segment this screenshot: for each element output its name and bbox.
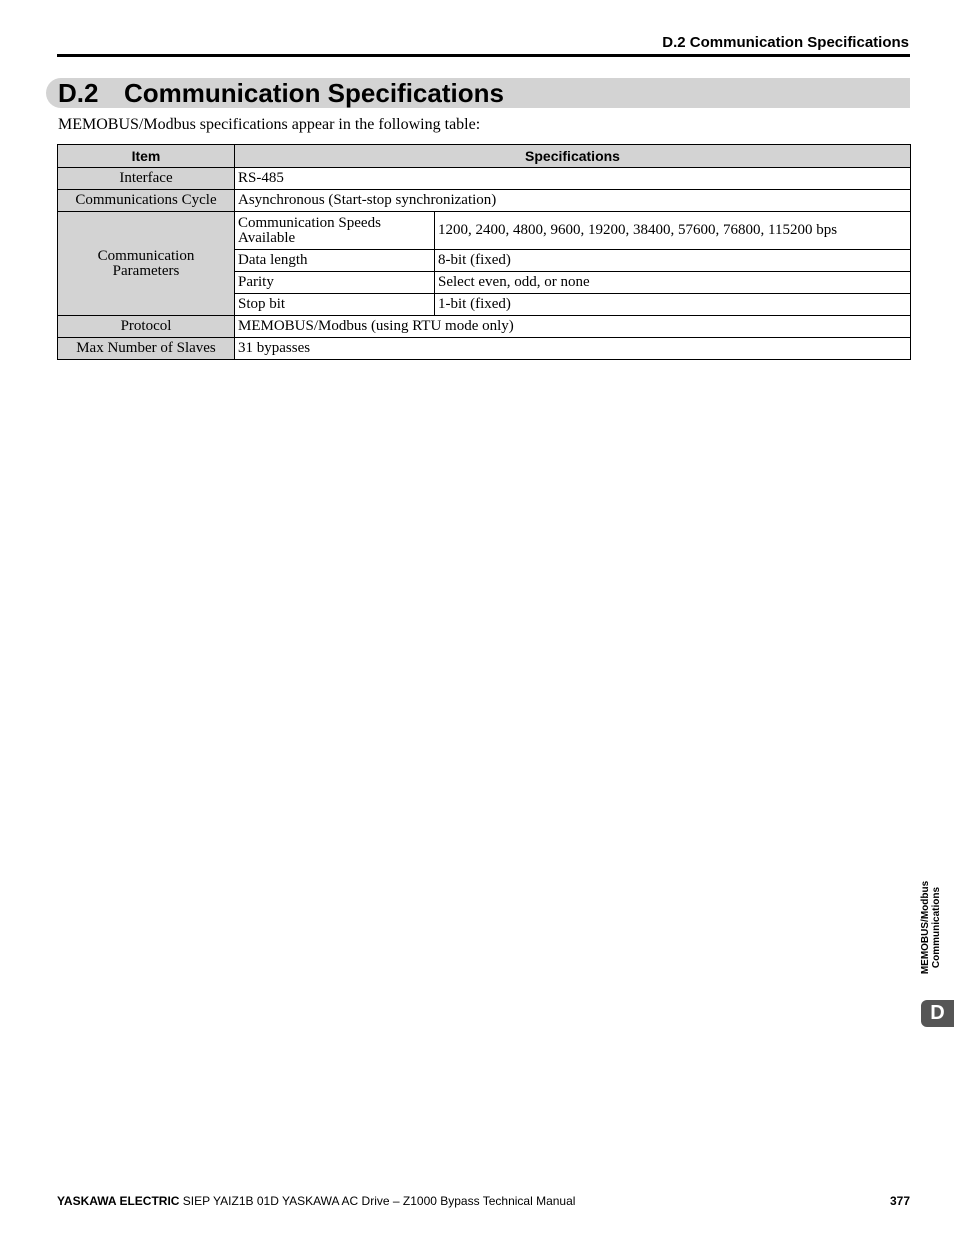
param-data-length-label: Data length [235, 250, 435, 272]
side-tab-line2: Communications [931, 886, 942, 969]
table-row [58, 212, 911, 250]
header-specifications: Specifications [235, 145, 911, 168]
intro-paragraph: MEMOBUS/Modbus specifications appear in the following table: [58, 116, 481, 133]
param-stop-bit-value: 1-bit (fixed) [435, 294, 911, 316]
spec-max-slaves: 31 bypasses [235, 338, 911, 360]
chapter-tab: D [921, 1000, 954, 1027]
header-rule [57, 54, 910, 57]
side-tab-label [920, 870, 942, 985]
spec-interface: RS-485 [235, 168, 911, 190]
table-row [58, 316, 911, 338]
item-communication-parameters [58, 212, 235, 316]
item-protocol: Protocol [58, 316, 235, 338]
item-interface: Interface [58, 168, 235, 190]
section-title-text: Communication Specifications [124, 78, 504, 108]
item-param-line1: Communication [97, 247, 195, 264]
table-header-row [58, 145, 911, 168]
section-number: D.2 [58, 78, 99, 108]
side-tab-line1: MEMOBUS/Modbus [920, 880, 931, 975]
param-speeds-value: 1200, 2400, 4800, 9600, 19200, 38400, 57600, 76800, 115200 bps [435, 212, 911, 250]
param-speeds-label [235, 212, 435, 250]
item-communications-cycle: Communications Cycle [58, 190, 235, 212]
param-parity-value: Select even, odd, or none [435, 272, 911, 294]
param-data-length-value: 8-bit (fixed) [435, 250, 911, 272]
header-item: Item [58, 145, 235, 168]
spec-protocol: MEMOBUS/Modbus (using RTU mode only) [235, 316, 911, 338]
footer-manual-title: SIEP YAIZ1B 01D YASKAWA AC Drive – Z1000 Bypass Technical Manual [179, 1194, 576, 1208]
page-footer [57, 1194, 910, 1208]
table-row [58, 338, 911, 360]
speeds-label-line2: Available [238, 229, 296, 246]
item-param-line2: Parameters [112, 262, 180, 279]
table-row [58, 190, 911, 212]
item-max-slaves: Max Number of Slaves [58, 338, 235, 360]
section-title [58, 77, 504, 109]
running-head: D.2 Communication Specifications [662, 34, 909, 51]
table-row [58, 168, 911, 190]
speeds-label-line1: Communication Speeds [238, 214, 381, 231]
spec-communications-cycle: Asynchronous (Start-stop synchronization) [235, 190, 911, 212]
specifications-table [57, 144, 911, 360]
param-parity-label: Parity [235, 272, 435, 294]
page-number: 377 [889, 1194, 910, 1208]
param-stop-bit-label: Stop bit [235, 294, 435, 316]
footer-brand: YASKAWA ELECTRIC [57, 1194, 180, 1208]
